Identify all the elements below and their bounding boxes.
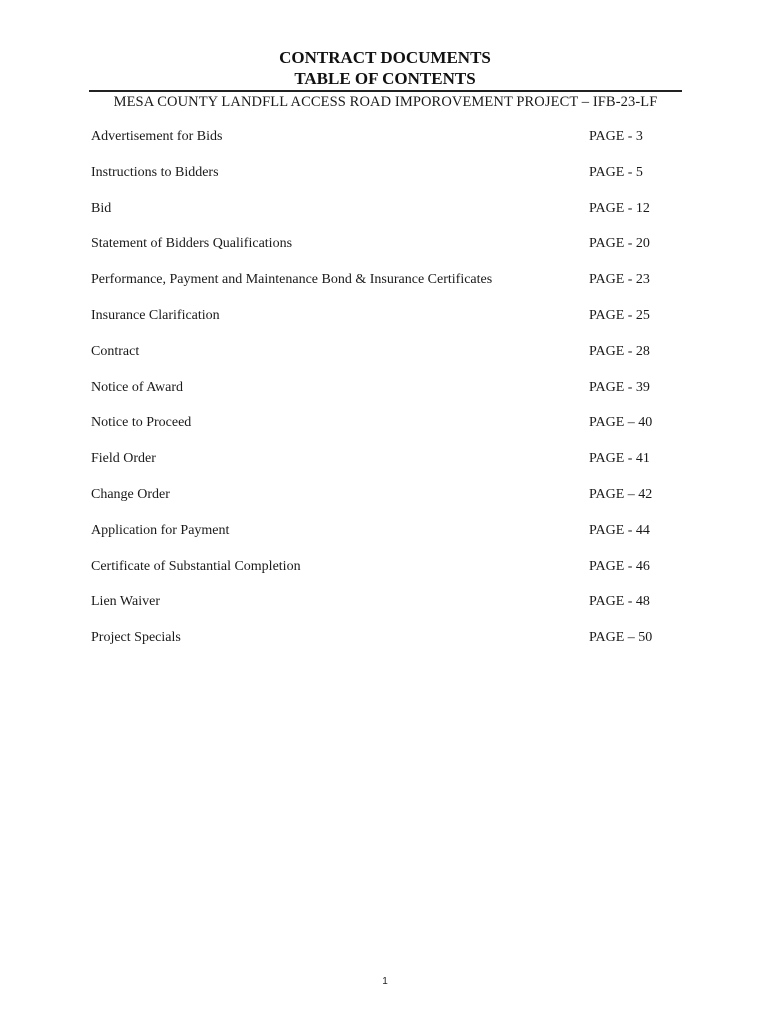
toc-entry (91, 629, 691, 665)
toc-entry (91, 486, 691, 522)
project-title: MESA COUNTY LANDFLL ACCESS ROAD IMPOROVEMENT PROJECT – IFB-23-LF (113, 94, 658, 110)
toc-entry-page: PAGE – 50 (589, 630, 653, 646)
toc-entry-title: Contract (91, 343, 140, 359)
table-of-contents (91, 128, 691, 665)
toc-entry-page: PAGE - 23 (589, 272, 650, 288)
toc-entry (91, 271, 691, 307)
toc-entry-title: Notice to Proceed (91, 415, 192, 431)
title-block (0, 47, 770, 89)
toc-entry (91, 164, 691, 200)
toc-entry (91, 522, 691, 558)
page-number: 1 (382, 976, 388, 987)
toc-entry-title: Instructions to Bidders (91, 164, 219, 180)
toc-entry-page: PAGE - 39 (589, 379, 650, 395)
toc-entry-page: PAGE - 48 (589, 594, 650, 610)
toc-entry-page: PAGE - 46 (589, 558, 650, 574)
toc-entry (91, 379, 691, 415)
toc-entry-title: Advertisement for Bids (91, 129, 223, 144)
toc-entry-page: PAGE - 20 (589, 236, 650, 252)
toc-entry-page: PAGE - 25 (589, 307, 650, 323)
toc-entry (91, 128, 691, 164)
toc-entry-page: PAGE - 41 (589, 451, 650, 467)
toc-entry (91, 235, 691, 271)
toc-entry-page: PAGE - 28 (589, 343, 650, 359)
toc-entry-title: Bid (91, 200, 112, 216)
toc-entry-page: PAGE – 40 (589, 415, 653, 431)
toc-entry-title: Insurance Clarification (91, 307, 220, 323)
document-title: CONTRACT DOCUMENTS (279, 48, 491, 67)
toc-entry-title: Lien Waiver (91, 594, 160, 610)
toc-entry-title: Change Order (91, 486, 170, 502)
toc-entry-title: Performance, Payment and Maintenance Bond & Insurance Certificates (91, 272, 493, 288)
document-subtitle-heading: TABLE OF CONTENTS (294, 69, 476, 88)
toc-entry-page: PAGE - 12 (589, 200, 650, 216)
toc-entry-title: Certificate of Substantial Completion (91, 558, 301, 574)
toc-entry-title: Statement of Bidders Qualifications (91, 236, 293, 252)
toc-entry-title: Application for Payment (91, 522, 230, 538)
toc-entry-page: PAGE - 5 (589, 164, 643, 180)
toc-entry (91, 450, 691, 486)
toc-entry (91, 307, 691, 343)
toc-entry (91, 558, 691, 594)
toc-entry-title: Field Order (91, 451, 156, 467)
toc-entry-page: PAGE - 44 (589, 522, 650, 538)
toc-entry (91, 414, 691, 450)
toc-entry (91, 593, 691, 629)
toc-entry-page: PAGE – 42 (589, 486, 653, 502)
toc-entry-title: Notice of Award (91, 379, 184, 395)
header-divider (89, 90, 682, 92)
toc-entry (91, 343, 691, 379)
toc-entry-title: Project Specials (91, 630, 181, 646)
toc-entry (91, 200, 691, 236)
toc-entry-page: PAGE - 3 (589, 129, 643, 144)
